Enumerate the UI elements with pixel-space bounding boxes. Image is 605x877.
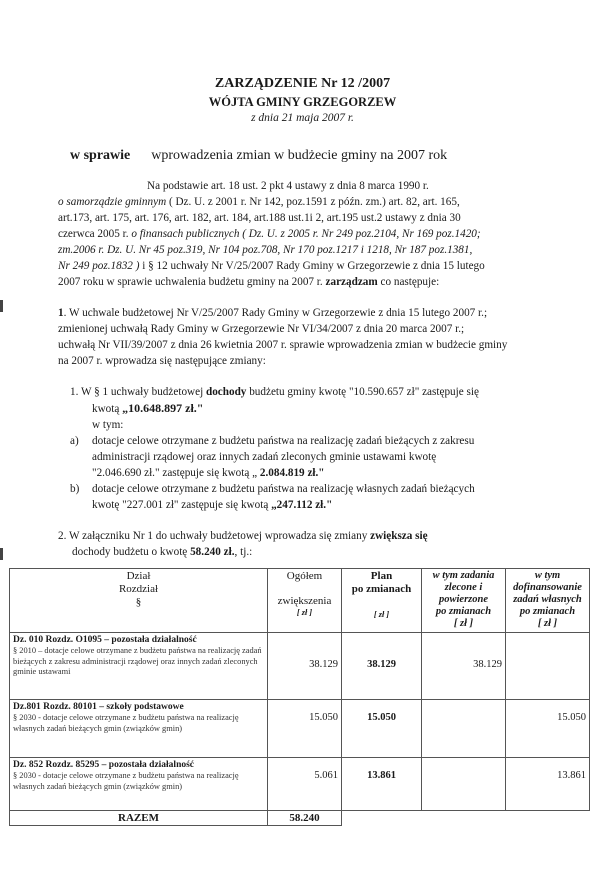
preamble-line-6-italic: Nr 249 poz.1832 ) — [58, 260, 140, 272]
row-1-wlasne — [506, 633, 590, 700]
row-2-wlasne: 15.050 — [506, 700, 590, 758]
table-row — [10, 758, 590, 811]
item1-b-line-2 — [92, 497, 332, 513]
total-empty-1 — [342, 811, 422, 826]
document-subject — [70, 148, 447, 164]
preamble-line-2-rest: ( Dz. U. z 2001 r. Nr 142, poz.1591 z późn. zm.) art. 82, art. 165, — [166, 196, 460, 208]
row-1-title: Dz. 010 Rozdz. O1095 – pozostała działalność — [13, 635, 197, 645]
row-3-desc: § 2030 - dotacje celowe otrzymane z budżetu państwa na realizację własnych zadań bieżących gmin (związków gmin) — [13, 771, 239, 791]
header-dzial-l3: § — [135, 596, 142, 608]
preamble-line-7 — [58, 274, 439, 290]
header-wlasne-l4: po zmianach — [519, 606, 576, 617]
item1-line-2 — [92, 400, 203, 417]
header-plan-l2: po zmianach — [351, 583, 412, 595]
document-title: ZARZĄDZENIE Nr 12 /2007 — [214, 76, 391, 91]
header-ogolem-l1: Ogółem — [286, 570, 323, 582]
header-dzial-l1: Dział — [126, 570, 151, 582]
row-1-section — [10, 633, 268, 700]
preamble-line-4-start: czerwca 2005 r. — [58, 228, 132, 240]
header-zlecone-unit: [ zł ] — [453, 618, 474, 629]
row-3-wlasne: 13.861 — [506, 758, 590, 811]
row-2-desc: § 2030 - dotacje celowe otrzymane z budżetu państwa na realizację własnych zadań bieżących gmin (związków gmin) — [13, 713, 239, 733]
preamble-line-4-italic: o finansach publicznych ( Dz. U. z 2005 r. Nr 249 poz.2104, Nr 169 poz.1420; — [131, 228, 481, 240]
header-plan-l1: Plan — [370, 570, 393, 582]
item1-line-2-start: kwotą — [92, 403, 123, 415]
row-2-title: Dz.801 Rozdz. 80101 – szkoły podstawowe — [13, 702, 184, 712]
table-row — [10, 633, 590, 700]
para2-amount: 58.240 zł. — [190, 546, 235, 558]
preamble-line-6 — [58, 258, 485, 274]
document-date: z dnia 21 maja 2007 r. — [251, 112, 354, 124]
para2-zwieksza: zwiększa się — [370, 530, 428, 542]
header-plan-unit: [ zł ] — [373, 610, 390, 619]
header-ogolem-unit: [ zł ] — [296, 608, 313, 617]
item1-a-amount: 2.084.819 zł." — [259, 467, 325, 479]
header-zlecone-l1: w tym zadania — [432, 570, 495, 581]
header-ogolem — [268, 569, 342, 633]
row-3-section — [10, 758, 268, 811]
para1-line-1-text: . W uchwale budżetowej Nr V/25/2007 Rady Gminy w Grzegorzewie z dnia 15 lutego 2007 r.; — [63, 307, 488, 319]
row-2-section — [10, 700, 268, 758]
row-1-total: 38.129 — [268, 633, 342, 700]
item1-a-line-3-start: "2.046.690 zł." zastępuje się kwotą „ — [92, 467, 260, 479]
preamble-act-name: o samorządzie gminnym — [58, 196, 167, 208]
row-2-zlecone — [422, 700, 506, 758]
total-label: RAZEM — [10, 811, 268, 826]
header-zlecone-l3: powierzone — [438, 594, 488, 605]
row-2-plan: 15.050 — [342, 700, 422, 758]
item1-b-line-2-start: kwotę "227.001 zł" zastępuje się kwotą — [92, 499, 272, 511]
header-zlecone-l4: po zmianach — [435, 606, 492, 617]
item1-a-line-2: administracji rządowej oraz innych zadań zleconych gminie ustawami kwotę — [92, 451, 437, 463]
row-1-zlecone: 38.129 — [422, 633, 506, 700]
header-wlasne-unit: [ zł ] — [537, 618, 558, 629]
scan-mark-left-bottom — [0, 548, 3, 560]
item1-a-line-3 — [92, 465, 325, 481]
item1-b-label: b) — [70, 483, 80, 495]
total-empty-2 — [422, 811, 506, 826]
preamble-line-7-start: 2007 roku w sprawie uchwalenia budżetu gminy na 2007 r. — [58, 276, 326, 288]
total-empty-3 — [506, 811, 590, 826]
item1-b-line-1: dotacje celowe otrzymane z budżetu państwa na realizację własnych zadań bieżących — [92, 483, 475, 495]
row-3-plan: 13.861 — [342, 758, 422, 811]
table-row — [10, 700, 590, 758]
header-wlasne — [506, 569, 590, 633]
header-zlecone-l2: zlecone i — [444, 582, 483, 593]
scan-mark-left-top — [0, 300, 3, 312]
row-1-desc: § 2010 – dotacje celowe otrzymane z budżetu państwa na realizację zadań bieżących z zakresu administracji rządowej oraz innych zadań zleconych gminie ustawami — [13, 646, 262, 676]
subject-prefix: w sprawie — [70, 148, 131, 163]
para2-line-1 — [58, 528, 428, 544]
item1-dochody: dochody — [205, 386, 247, 398]
header-zlecone — [422, 569, 506, 633]
header-wlasne-l2: dofinansowanie — [513, 582, 582, 593]
row-3-title: Dz. 852 Rozdz. 85295 – pozostała działalność — [13, 760, 195, 770]
preamble-line-6-rest: i § 12 uchwały Nr V/25/2007 Rady Gminy w Grzegorzewie z dnia 15 lutego — [139, 260, 485, 272]
item1-line-1-end: budżetu gminy kwotę "10.590.657 zł" zastępuje się — [246, 386, 479, 398]
item1-a-label: a) — [70, 435, 79, 447]
table-header-row — [10, 569, 590, 633]
para2-line-2-end: , tj.: — [234, 546, 253, 558]
para2-line-1-start: 2. W załączniku Nr 1 do uchwały budżetowej wprowadza się zmiany — [58, 530, 371, 542]
document-subtitle: WÓJTA GMINY GRZEGORZEW — [208, 95, 397, 109]
item1-line-1-start: 1. W § 1 uchwały budżetowej — [70, 386, 206, 398]
budget-table — [9, 568, 590, 826]
item1-line-1 — [70, 384, 479, 400]
total-value: 58.240 — [268, 811, 342, 826]
header-dzial — [10, 569, 268, 633]
header-wlasne-l3: zadań własnych — [513, 594, 582, 605]
para1-line-1 — [58, 305, 487, 321]
para2-line-2 — [72, 544, 252, 560]
header-dzial-l2: Rozdział — [118, 583, 159, 595]
header-wlasne-l1: w tym — [534, 570, 561, 581]
preamble-line-4 — [58, 226, 481, 242]
row-1-plan: 38.129 — [342, 633, 422, 700]
row-3-total: 5.061 — [268, 758, 342, 811]
preamble-line-1: Na podstawie art. 18 ust. 2 pkt 4 ustawy z dnia 8 marca 1990 r. — [147, 180, 429, 192]
para1-line-4: na 2007 r. wprowadza się następujące zmiany: — [58, 355, 266, 367]
item1-new-amount: „10.648.897 zł." — [122, 401, 204, 415]
preamble-zarzadzam: zarządzam — [325, 276, 378, 288]
header-ogolem-l2: zwiększenia — [277, 595, 332, 607]
preamble-line-3: art.173, art. 175, art. 176, art. 182, art. 184, art.188 ust.1i 2, art.195 ust.2 ustawy z dnia 30 — [58, 212, 461, 224]
preamble-line-2 — [58, 194, 460, 210]
item1-line-3: w tym: — [92, 419, 124, 431]
para1-number: 1 — [58, 307, 64, 319]
item1-a-line-1: dotacje celowe otrzymane z budżetu państwa na realizację zadań bieżących z zakresu — [92, 435, 475, 447]
preamble-line-5: zm.2006 r. Dz. U. Nr 45 poz.319, Nr 104 poz.708, Nr 170 poz.1217 i 1218, Nr 187 poz.1381, — [58, 244, 473, 256]
table-total-row — [10, 811, 590, 826]
header-plan — [342, 569, 422, 633]
preamble-line-7-end: co następuje: — [377, 276, 440, 288]
para2-line-2-start: dochody budżetu o kwotę — [72, 546, 191, 558]
para1-line-2: zmienionej uchwałą Rady Gminy w Grzegorzewie Nr VI/34/2007 z dnia 20 marca 2007 r.; — [58, 323, 465, 335]
row-2-total: 15.050 — [268, 700, 342, 758]
row-3-zlecone — [422, 758, 506, 811]
item1-b-amount: „247.112 zł." — [271, 499, 333, 511]
subject-text: wprowadzenia zmian w budżecie gminy na 2007 rok — [151, 148, 448, 163]
para1-line-3: uchwałą Nr VII/39/2007 z dnia 26 kwietnia 2007 r. sprawie wprowadzenia zmian w budżecie gminy — [58, 339, 508, 351]
